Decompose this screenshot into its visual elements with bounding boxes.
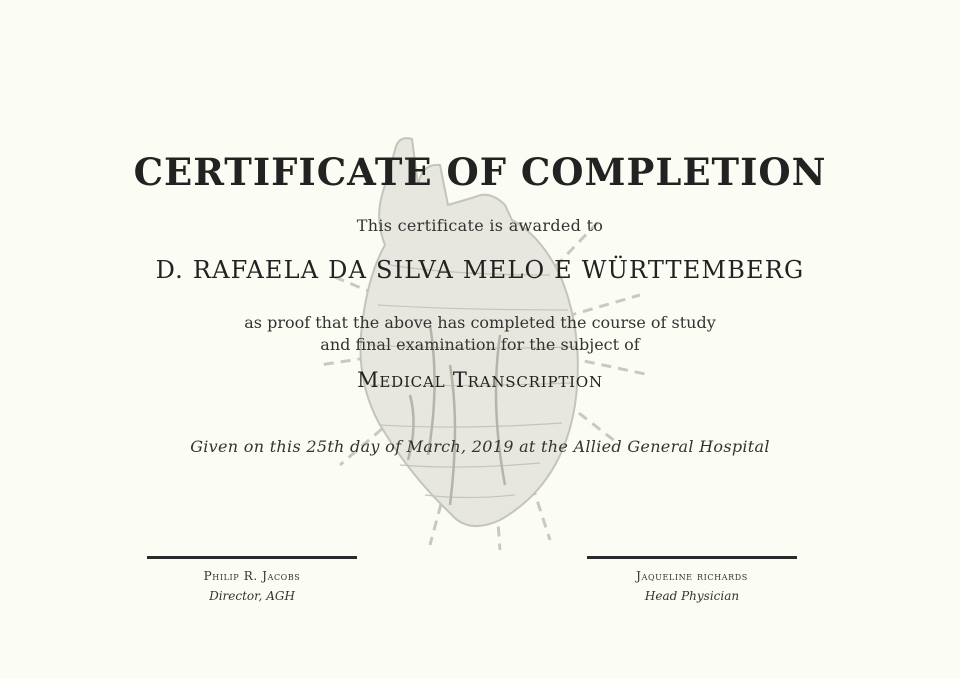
awarded-text: This certificate is awarded to <box>356 216 604 235</box>
given-date-line: Given on this 25th day of March, 2019 at the Allied General Hospital <box>190 437 770 456</box>
signature-block-director <box>147 556 357 603</box>
signature-block-physician <box>587 556 797 603</box>
recipient-name: D. RAFAELA DA SILVA MELO E WÜRTTEMBERG <box>155 256 805 284</box>
signature-line <box>587 556 797 559</box>
signature-line <box>147 556 357 559</box>
certificate-title: CERTIFICATE OF COMPLETION <box>133 150 827 194</box>
proof-line-2: and final examination for the subject of <box>320 335 640 354</box>
signatory-title: Director, AGH <box>209 589 295 603</box>
signatory-title: Head Physician <box>644 589 740 603</box>
signatory-name: Jaqueline richards <box>636 569 748 583</box>
signatory-name: Philip R. Jacobs <box>203 569 301 583</box>
course-subject: Medical Transcription <box>357 368 603 392</box>
proof-line-1: as proof that the above has completed the course of study <box>244 313 716 332</box>
proof-statement <box>0 312 960 356</box>
